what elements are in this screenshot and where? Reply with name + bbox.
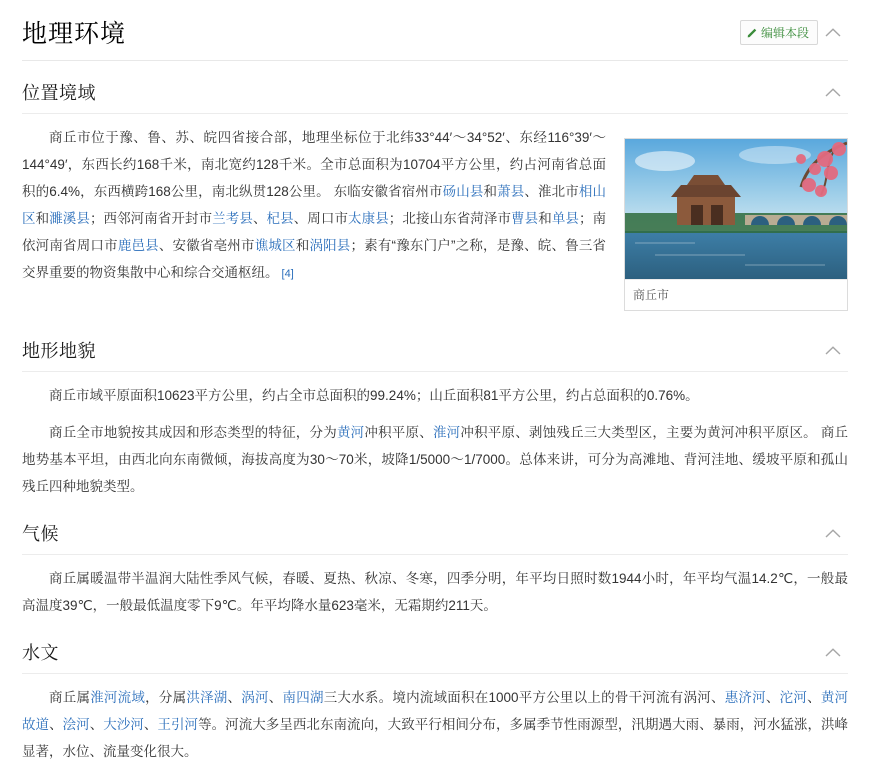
inline-link[interactable]: 鹿邑县 [117, 238, 159, 253]
paragraph-landform-2 [22, 419, 848, 500]
page-title: 地理环境 [22, 20, 127, 48]
inline-link[interactable]: 涡阳县 [309, 238, 351, 253]
paragraph-text: 商丘市域平原面积10623平方公里，约占全市总面积的99.24%；山丘面积81平方公里，约占总面积的0.76%。 [49, 388, 699, 403]
inline-link[interactable]: 南四湖 [282, 690, 324, 705]
paragraph-text: 三大水系。境内流域面积在1000平方公里以上的骨干河流有涡河、 [323, 690, 725, 705]
collapse-climate-icon[interactable] [818, 528, 848, 539]
paragraph-text: 、淮北市 [524, 184, 579, 199]
inline-link[interactable]: 沱河 [779, 690, 808, 705]
inline-link[interactable]: 洪泽湖 [186, 690, 228, 705]
paragraph-hydrology [22, 684, 848, 765]
inline-link[interactable]: 曹县 [511, 211, 539, 226]
inline-link[interactable]: 杞县 [266, 211, 294, 226]
paragraph-text: ；南依河南省周口市 [22, 211, 607, 253]
edit-section-button[interactable] [740, 20, 818, 45]
paragraph-text: 和 [538, 211, 552, 226]
collapse-geography-icon[interactable] [818, 27, 848, 38]
paragraph-text: 商丘市位于豫、鲁、苏、皖四省接合部，地理坐标位于北纬33°44′～34°52′、东经116°39′～144°49′，东西长约168千米，南北宽约128千米。全市总面积为10704平方公里，约占河南省总面积的6.4%，东西横跨168公里，南北纵贯128公里。 东临安徽省宿州市 [22, 130, 606, 199]
section-body-location [22, 124, 848, 319]
paragraph-text: 、 [807, 690, 821, 705]
paragraph-text: 商丘全市地貌按其成因和形态类型的特征，分为 [49, 425, 337, 440]
paragraph-text: 、 [49, 717, 63, 732]
paragraph-text: ，分属 [145, 690, 187, 705]
figure-caption: 商丘市 [625, 279, 847, 310]
reference-marker[interactable]: [4] [278, 268, 294, 280]
paragraph-text: 、 [143, 717, 158, 732]
paragraph-landform-1 [22, 382, 848, 409]
inline-link[interactable]: 黄河故道 [22, 690, 849, 732]
section-title-hydrology: 水文 [22, 643, 59, 663]
paragraph-text: 商丘属暖温带半温润大陆性季风气候，春暖、夏热、秋凉、冬寒，四季分明，年平均日照时数1944小时，年平均气温14.2℃，一般最高温度39℃，一般最低温度零下9℃。年平均降水量623毫米，无霜期约211天。 [22, 571, 848, 613]
paragraph-text: 和 [483, 184, 498, 199]
section-body-hydrology [22, 684, 848, 767]
section-header-landform [22, 325, 848, 372]
paragraph-text: 、 [227, 690, 242, 705]
inline-link[interactable]: 大沙河 [103, 717, 144, 732]
paragraph-text: ；素有“豫东门户”之称，是豫、皖、鲁三省交界重要的物资集散中心和综合交通枢纽。 [22, 238, 607, 280]
inline-link[interactable]: 浍河 [62, 717, 90, 732]
section-title-location: 位置境域 [22, 83, 96, 103]
section-header-climate [22, 508, 848, 555]
paragraph-text: 等。河流大多呈西北东南流向，大致平行相间分布，多属季节性雨源型，汛期遇大雨、暴雨，河水猛涨，洪峰显著，水位、流量变化很大。 [22, 717, 849, 759]
inline-link[interactable]: 惠济河 [724, 690, 766, 705]
section-body-landform [22, 382, 848, 502]
inline-link[interactable]: 萧县 [497, 184, 525, 199]
paragraph-text: 、 [765, 690, 780, 705]
inline-link[interactable]: 濉溪县 [49, 211, 90, 226]
inline-link[interactable]: 涡河 [241, 690, 269, 705]
paragraph-text: 、 [268, 690, 283, 705]
edit-section-label: 编辑本段 [760, 25, 809, 40]
section-body-climate [22, 565, 848, 621]
figure-image[interactable] [625, 139, 847, 279]
inline-link[interactable]: 太康县 [348, 211, 389, 226]
paragraph-text: 冲积平原、剥蚀残丘三大类型区，主要为黄河冲积平原区。 商丘地势基本平坦，由西北向东南微倾，海拔高度为30～70米，坡降1/5000～1/7000。总体来讲，可分为高滩地、背河洼地、缓坡平原和孤山残丘四种地貌类型。 [22, 425, 849, 494]
section-header-hydrology [22, 627, 848, 674]
collapse-landform-icon[interactable] [818, 345, 848, 356]
inline-link[interactable]: 单县 [551, 211, 579, 226]
paragraph-text: 商丘属 [49, 690, 91, 705]
paragraph-text: 、 [252, 211, 267, 226]
inline-link[interactable]: 黄河 [336, 425, 365, 440]
collapse-location-icon[interactable] [818, 87, 848, 98]
inline-link[interactable]: 淮河 [432, 425, 461, 440]
inline-link[interactable]: 谯城区 [254, 238, 296, 253]
paragraph-climate [22, 565, 848, 619]
figure-shangqiu [624, 138, 848, 311]
inline-link[interactable]: 相山区 [22, 184, 607, 226]
section-header-location [22, 67, 848, 114]
collapse-hydrology-icon[interactable] [818, 647, 848, 658]
section-title-climate: 气候 [22, 524, 59, 544]
inline-link[interactable]: 淮河流域 [90, 690, 146, 705]
paragraph-text: 、周口市 [293, 211, 349, 226]
section-header-geography [22, 0, 848, 61]
paragraph-text: ；北接山东省菏泽市 [388, 211, 512, 226]
paragraph-text: 冲积平原、 [364, 425, 433, 440]
paragraph-text: 、安徽省亳州市 [158, 238, 255, 253]
section-title-landform: 地形地貌 [22, 341, 96, 361]
paragraph-text: ；西邻河南省开封市 [89, 211, 213, 226]
inline-link[interactable]: 砀山县 [442, 184, 484, 199]
paragraph-text: 和 [295, 238, 310, 253]
paragraph-text: 、 [89, 717, 104, 732]
pencil-icon [747, 27, 758, 38]
paragraph-text: 和 [35, 211, 50, 226]
inline-link[interactable]: 王引河 [157, 717, 199, 732]
inline-link[interactable]: 兰考县 [212, 211, 253, 226]
